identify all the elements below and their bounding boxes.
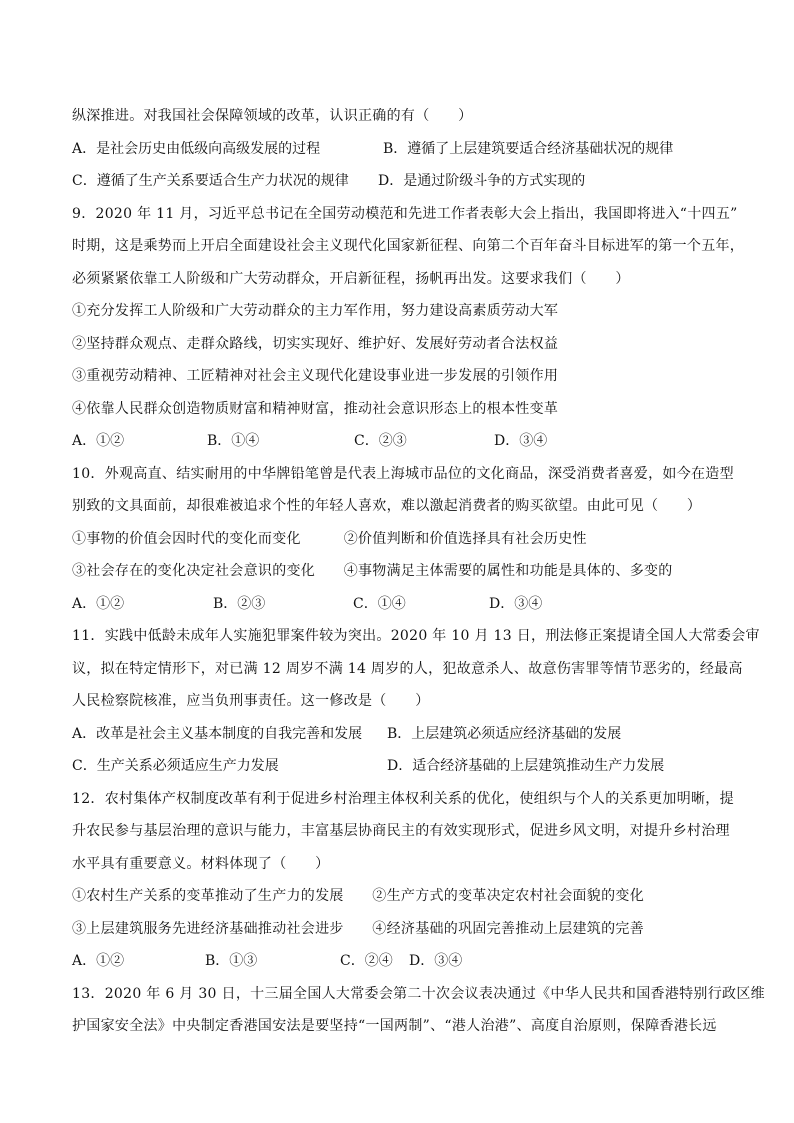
q13-stem-line-2: 护国家安全法》中央制定香港国安法是要坚持“一国两制”、“港人治港”、高度自治原则，保障香港长远 bbox=[72, 1018, 717, 1034]
q11-options-row-2 bbox=[72, 750, 724, 783]
q9-stem-line-1: 9．2020 年 11 月，习近平总书记在全国劳动模范和先进工作者表彰大会上指出，我国即将进入“十四五” bbox=[72, 205, 738, 222]
q9-stem-line-2: 时期，这是乘势而上开启全面建设社会主义现代化国家新征程、向第二个百年奋斗目标进军的第一个五年， bbox=[72, 238, 745, 254]
q10-option-d[interactable]: D．③④ bbox=[489, 595, 543, 612]
q8-option-c[interactable]: C．遵循了生产关系要适合生产力状况的规律 bbox=[72, 173, 349, 189]
q9-option-b[interactable]: B．①④ bbox=[207, 433, 260, 449]
q12-option-d[interactable]: D．③④ bbox=[409, 953, 463, 969]
q10-option-c[interactable]: C．①④ bbox=[353, 595, 406, 612]
q9-item-3: ③重视劳动精神、工匠精神对社会主义现代化建设事业进一步发展的引领作用 bbox=[72, 368, 559, 384]
q8-stem-tail: 纵深推进。对我国社会保障领域的改革，认识正确的有（ ） bbox=[72, 108, 473, 124]
q8-option-b[interactable]: B．遵循了上层建筑要适合经济基础状况的规律 bbox=[383, 140, 674, 157]
q8-options-row-1 bbox=[72, 133, 724, 166]
q10-stem-line-1: 10．外观高直、结实耐用的中华牌铅笔曾是代表上海城市品位的文化商品，深受消费者喜爱，如今在造型 bbox=[72, 465, 734, 482]
q9-option-a[interactable]: A．①② bbox=[72, 433, 125, 449]
q9-stem-line-3: 必须紧紧依靠工人阶级和广大劳动群众，开启新征程，扬帆再出发。这要求我们（ ） bbox=[72, 270, 630, 287]
q10-item-row-1: ①事物的价值会因时代的变化而变化 ②价值判断和价值选择具有社会历史性 bbox=[72, 530, 587, 547]
q8-option-d[interactable]: D．是通过阶级斗争的方式实现的 bbox=[378, 173, 586, 189]
q11-options-row-1 bbox=[72, 718, 724, 751]
q11-option-d[interactable]: D．适合经济基础的上层建筑推动生产力发展 bbox=[387, 758, 665, 774]
q10-item-row-2: ③社会存在的变化决定社会意识的变化 ④事物满足主体需要的属性和功能是具体的、多变的 bbox=[72, 563, 673, 579]
q9-item-1: ①充分发挥工人阶级和广大劳动群众的主力军作用，努力建设高素质劳动大军 bbox=[72, 303, 559, 319]
q11-option-b[interactable]: B．上层建筑必须适应经济基础的发展 bbox=[387, 725, 622, 742]
q9-options bbox=[72, 425, 724, 458]
q10-options bbox=[72, 588, 724, 621]
q9-item-4: ④依靠人民群众创造物质财富和精神财富，推动社会意识形态上的根本性变革 bbox=[72, 400, 559, 417]
q12-options bbox=[72, 945, 724, 978]
q10-stem-line-2: 别致的文具面前，却很难被追求个性的年轻人喜欢，难以激起消费者的购买欲望。由此可见（ ） bbox=[72, 498, 702, 514]
q11-stem-line-3: 人民检察院核准，应当负刑事责任。这一修改是（ ） bbox=[72, 693, 430, 709]
q12-stem-line-3: 水平具有重要意义。材料体现了（ ） bbox=[72, 855, 330, 872]
q8-option-a[interactable]: A．是社会历史由低级向高级发展的过程 bbox=[72, 140, 321, 157]
q9-item-2: ②坚持群众观点、走群众路线，切实实现好、维护好、发展好劳动者合法权益 bbox=[72, 335, 559, 352]
q12-option-b[interactable]: B．①③ bbox=[205, 953, 258, 969]
q11-option-a[interactable]: A．改革是社会主义基本制度的自我完善和发展 bbox=[72, 725, 363, 742]
q9-option-c[interactable]: C．②③ bbox=[354, 433, 407, 449]
q12-stem-line-2: 升农民参与基层治理的意识与能力，丰富基层协商民主的有效实现形式，促进乡风文明，对提升乡村治理 bbox=[72, 823, 730, 839]
q12-option-a[interactable]: A．①② bbox=[72, 953, 125, 969]
q11-stem-line-1: 11．实践中低龄未成年人实施犯罪案件较为突出。2020 年 10 月 13 日，刑法修正案提请全国人大常委会审 bbox=[72, 628, 760, 644]
q9-option-d[interactable]: D．③④ bbox=[494, 433, 548, 449]
q12-item-row-1: ①农村生产关系的变革推动了生产力的发展 ②生产方式的变革决定农村社会面貌的变化 bbox=[72, 888, 644, 904]
q13-stem-line-1: 13．2020 年 6 月 30 日，十三届全国人大常委会第二十次会议表决通过《中华人民共和国香港特别行政区维 bbox=[72, 985, 765, 1002]
q12-item-row-2: ③上层建筑服务先进经济基础推动社会进步 ④经济基础的巩固完善推动上层建筑的完善 bbox=[72, 920, 644, 937]
q12-option-c[interactable]: C．②④ bbox=[340, 953, 393, 969]
q10-option-a[interactable]: A．①② bbox=[72, 595, 125, 612]
q8-options-row-2 bbox=[72, 165, 724, 198]
q11-option-c[interactable]: C．生产关系必须适应生产力发展 bbox=[72, 758, 279, 774]
q11-stem-line-2: 议，拟在特定情形下，对已满 12 周岁不满 14 周岁的人，犯故意杀人、故意伤害罪等情节恶劣的，经最高 bbox=[72, 660, 743, 677]
q12-stem-line-1: 12．农村集体产权制度改革有利于促进乡村治理主体权利关系的优化，使组织与个人的关系更加明晰，提 bbox=[72, 790, 734, 807]
q10-option-b[interactable]: B．②③ bbox=[213, 595, 266, 612]
